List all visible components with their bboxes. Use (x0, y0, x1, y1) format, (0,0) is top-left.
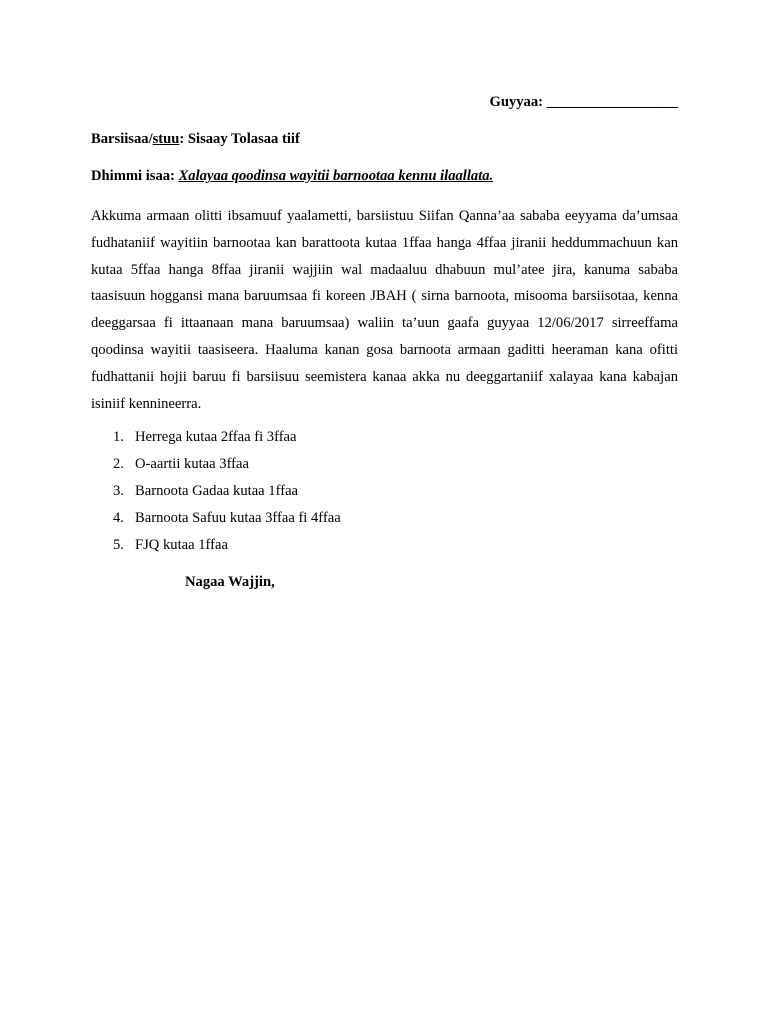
subject-line (91, 166, 493, 186)
closing-salutation: Nagaa Wajjin, (185, 574, 275, 590)
recipient-label-prefix: Barsiisaa/ (91, 131, 153, 147)
list-item-text: Barnoota Safuu kutaa 3ffaa fi 4ffaa (135, 510, 341, 526)
date-label: Guyyaa: (489, 94, 543, 110)
list-item (91, 427, 341, 454)
list-item (91, 508, 341, 535)
subject-label: Dhimmi isaa: (91, 168, 175, 184)
list-item (91, 535, 341, 562)
date-line (489, 92, 678, 112)
recipient-line (91, 129, 300, 149)
recipient-label-underlined: stuu (152, 131, 180, 147)
list-item-text: Herrega kutaa 2ffaa fi 3ffaa (135, 429, 297, 445)
document-page (91, 0, 678, 1024)
recipient-value: : Sisaay Tolasaa tiif (179, 131, 300, 147)
letter-body: Akkuma armaan olitti ibsamuuf yaalametti, barsiistuu Siifan Qanna’aa sababa eeyyama da’umsaa fudhataniif wayitiin barnootaa kan barattoota kutaa 1ffaa hanga 4ffaa jiranii heddummachuun kan kutaa 5ffaa hanga 8ffaa jiranii wajjiin wal madaaluu dhabuun mul’atee jira, kanuma sababa taasisuun hoggansi mana baruumsaa fi koreen JBAH ( sirna barnoota, misooma barsiisotaa, kenna deeggarsaa fi ittaanaan mana baruumsaa) waliin ta’uun gaafa guyyaa 12/06/2017 sirreeffama qoodinsa wayitii taasiseera. Haaluma kanan gosa barnoota armaan gaditti heeraman kana ofitti fudhattanii hojii baruu fi barsiisuu seemistera kanaa akka nu deeggartaniif xalayaa kana kabajan isiniif kennineerra. (91, 208, 678, 412)
list-item-number: 2. (113, 456, 124, 472)
list-item-number: 1. (113, 429, 124, 445)
subject-list (91, 427, 341, 562)
list-item-number: 5. (113, 537, 124, 553)
list-item-text: O-aartii kutaa 3ffaa (135, 456, 249, 472)
list-item-number: 4. (113, 510, 124, 526)
date-value: __________________ (546, 94, 678, 110)
list-item-text: Barnoota Gadaa kutaa 1ffaa (135, 483, 299, 499)
subject-value: Xalayaa qoodinsa wayitii barnootaa kennu ilaallata. (178, 168, 494, 184)
list-item-number: 3. (113, 483, 124, 499)
list-item (91, 481, 341, 508)
list-item (91, 454, 341, 481)
list-item-text: FJQ kutaa 1ffaa (135, 537, 228, 553)
